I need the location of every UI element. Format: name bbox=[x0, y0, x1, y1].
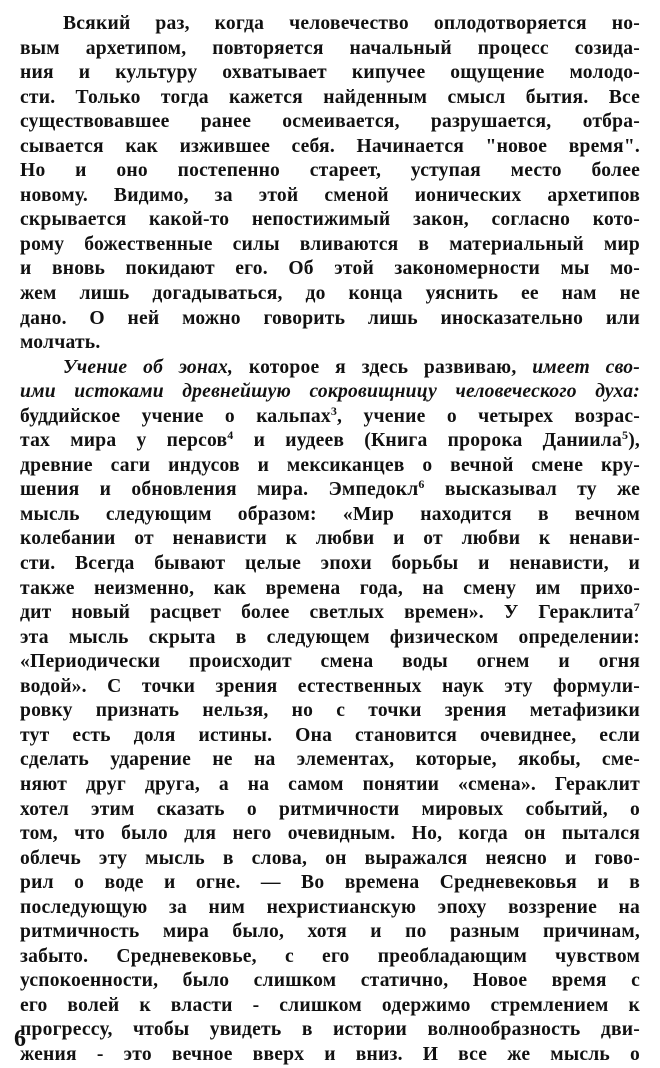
text-run: которое я здесь развиваю, bbox=[233, 356, 533, 378]
text-line bbox=[20, 429, 640, 454]
text-line: водой». С точки зрения естественных наук эту формули- bbox=[20, 675, 640, 697]
text-line: рил о воде и огне. — Во времена Средневековья и в bbox=[20, 872, 640, 894]
text-line bbox=[20, 601, 640, 626]
footnote-ref: 6 bbox=[418, 477, 425, 492]
text-line: жения - это вечное вверх и вниз. И все же мысль о bbox=[20, 1043, 640, 1065]
text-line: том, что было для него очевидным. Но, когда он пытался bbox=[20, 823, 640, 845]
text-line: вым архетипом, повторяется начальный процесс созида- bbox=[20, 37, 640, 59]
text-line: эта мысль скрыта в следующем физическом определении: bbox=[20, 626, 640, 648]
text-line bbox=[20, 356, 640, 381]
text-run: высказывал ту же bbox=[424, 479, 640, 501]
text-line: облечь эту мысль в слова, он выражался неясно и гово- bbox=[20, 847, 640, 869]
text-line: ритмичность мира было, хотя и по разным причинам, bbox=[20, 921, 640, 943]
text-run: , учение о четырех возрас- bbox=[337, 405, 640, 427]
text-run: тах мира у персов bbox=[20, 430, 228, 452]
italic-text: имеет сво- bbox=[532, 356, 640, 378]
text-line: сти. Только тогда кажется найденным смысл бытия. Все bbox=[20, 86, 640, 108]
text-run: ), bbox=[628, 430, 641, 452]
text-line bbox=[20, 478, 640, 503]
text-line: жем лишь догадываться, до конца уяснить ее нам не bbox=[20, 283, 640, 305]
text-run: буддийское учение о кальпах bbox=[20, 405, 331, 427]
text-line: существовавшее ранее осмеивается, разрушается, отбра- bbox=[20, 111, 640, 133]
body-text bbox=[20, 12, 640, 1068]
text-line: успокоенности, было слишком статично, Новое время с bbox=[20, 970, 640, 992]
text-line: и вновь покидают его. Об этой закономерности мы мо- bbox=[20, 258, 640, 280]
text-line: Но и оно постепенно стареет, уступая место более bbox=[20, 160, 640, 182]
text-line: тут есть доля истины. Она становится очевиднее, если bbox=[20, 724, 640, 746]
text-run: и иудеев (Книга пророка Даниила bbox=[233, 430, 622, 452]
text-line: ровку признать нельзя, но с точки зрения метафизики bbox=[20, 700, 640, 722]
text-line bbox=[20, 405, 640, 430]
text-line: прогрессу, чтобы увидеть в истории волнообразность дви- bbox=[20, 1019, 640, 1041]
text-line: последующую за ним нехристианскую эпоху воззрение на bbox=[20, 896, 640, 918]
text-line: колебании от ненависти к любви и от любви к ненави- bbox=[20, 528, 640, 550]
text-run: шения и обновления мира. Эмпедокл bbox=[20, 479, 419, 501]
italic-term: Учение об эонах, bbox=[63, 356, 234, 378]
text-line: сти. Всегда бывают целые эпохи борьбы и ненависти, и bbox=[20, 553, 640, 575]
text-line: древние саги индусов и мексиканцев о вечной смене кру- bbox=[20, 454, 640, 476]
footnote-ref: 3 bbox=[330, 403, 338, 418]
text-run: дит новый расцвет более светлых времен». У Гераклита bbox=[20, 602, 634, 624]
footnote-ref: 5 bbox=[621, 428, 629, 443]
text-line: хотел этим сказать о ритмичности мировых событий, о bbox=[20, 798, 640, 820]
text-line: сывается как изжившее себя. Начинается "новое время". bbox=[20, 135, 640, 157]
text-line: скрывается какой-то непостижимый закон, согласно кото- bbox=[20, 209, 640, 231]
text-line: его волей к власти - слишком одержимо стремлением к bbox=[20, 994, 640, 1016]
text-line: молчать. bbox=[20, 332, 101, 354]
footnote-ref: 4 bbox=[227, 428, 234, 443]
text-line: рому божественные силы вливаются в материальный мир bbox=[20, 233, 640, 255]
paragraph-1 bbox=[20, 12, 640, 356]
page-number: 6 bbox=[14, 1026, 26, 1052]
text-line: забыто. Средневековье, с его преобладающим чувством bbox=[20, 945, 640, 967]
text-line: дано. О ней можно говорить лишь иносказательно или bbox=[20, 307, 640, 329]
text-line: новому. Видимо, за этой сменой ионических архетипов bbox=[20, 184, 640, 206]
text-line: няют друг друга, а на самом понятии «смена». Гераклит bbox=[20, 773, 640, 795]
text-line: Всякий раз, когда человечество оплодотворяется но- bbox=[63, 13, 640, 34]
text-line: ими истоками древнейшую сокровищницу человеческого духа: bbox=[20, 381, 640, 403]
text-line: также неизменно, как времена года, на смену им прихо- bbox=[20, 577, 640, 599]
footnote-ref: 7 bbox=[633, 600, 640, 615]
text-line: «Периодически происходит смена воды огнем и огня bbox=[20, 651, 640, 673]
paragraph-2 bbox=[20, 356, 640, 1068]
text-line: сделать ударение не на элементах, которые, якобы, сме- bbox=[20, 749, 640, 771]
text-line: мысль следующим образом: «Мир находится в вечном bbox=[20, 503, 640, 525]
text-line: ния и культуру охватывает кипучее ощущение молодо- bbox=[20, 62, 640, 84]
